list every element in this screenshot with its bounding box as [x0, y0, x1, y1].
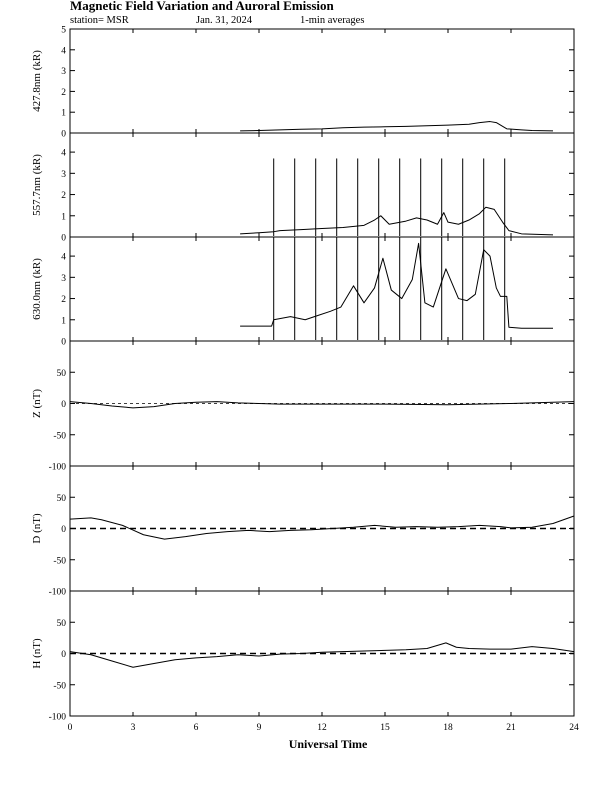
- y-tick-label: -100: [48, 587, 66, 598]
- x-tick-label: 3: [130, 723, 136, 733]
- y-tick-label: 2: [61, 87, 66, 98]
- y-tick-label: 0: [61, 129, 66, 140]
- x-tick-label: 18: [443, 723, 453, 733]
- x-tick-label: 21: [506, 723, 516, 733]
- y-tick-label: 0: [61, 337, 66, 348]
- y-tick-label: 3: [61, 169, 66, 180]
- series-line: [240, 122, 553, 131]
- y-axis-label: 557.7nm (kR): [31, 154, 43, 216]
- y-axis-label: H (nT): [31, 638, 43, 669]
- x-tick-label: 0: [67, 723, 73, 733]
- y-tick-label: 0: [61, 400, 66, 410]
- panel-pZ: [31, 341, 574, 473]
- series-line: [70, 643, 574, 667]
- y-tick-label: 5: [61, 25, 66, 36]
- series-line: [70, 516, 574, 539]
- panel-pD: [31, 466, 574, 598]
- y-tick-label: 50: [56, 618, 66, 629]
- y-axis-label: 630.0nm (kR): [31, 258, 43, 320]
- y-tick-label: 50: [56, 368, 66, 379]
- y-tick-label: -50: [53, 431, 66, 442]
- y-tick-label: 0: [61, 233, 66, 244]
- panel-pH: [31, 591, 574, 723]
- y-tick-label: 50: [56, 493, 66, 504]
- y-tick-label: -50: [53, 556, 66, 567]
- y-axis-label: D (nT): [31, 513, 43, 544]
- y-tick-label: 3: [61, 273, 66, 284]
- series-line: [240, 243, 553, 328]
- y-tick-label: 0: [61, 650, 66, 660]
- series-line: [70, 402, 574, 408]
- y-tick-label: 2: [61, 191, 66, 202]
- y-axis-label: 427.8nm (kR): [31, 50, 43, 112]
- y-tick-label: 3: [61, 67, 66, 78]
- panel-p5577: [31, 133, 574, 244]
- y-tick-label: -100: [48, 462, 66, 473]
- y-tick-label: -50: [53, 681, 66, 692]
- y-tick-label: 1: [61, 316, 66, 327]
- station-label: station= MSR: [70, 15, 129, 26]
- chart-title: Magnetic Field Variation and Auroral Emission: [70, 0, 334, 13]
- x-tick-label: 6: [193, 723, 199, 733]
- y-tick-label: -100: [48, 712, 66, 723]
- averaging-label: 1-min averages: [300, 15, 365, 26]
- x-tick-label: 24: [569, 723, 579, 733]
- y-tick-label: 4: [61, 148, 66, 159]
- y-tick-label: 1: [61, 108, 66, 119]
- date-label: Jan. 31, 2024: [196, 15, 252, 26]
- panel-frame: [70, 133, 574, 237]
- panel-p6300: [31, 237, 574, 348]
- x-tick-label: 15: [380, 723, 390, 733]
- x-tick-label: 12: [317, 723, 327, 733]
- y-tick-label: 0: [61, 525, 66, 535]
- y-tick-label: 4: [61, 252, 66, 263]
- y-tick-label: 1: [61, 212, 66, 223]
- y-tick-label: 4: [61, 46, 66, 57]
- x-axis-label: Universal Time: [288, 737, 368, 751]
- series-line: [240, 207, 553, 235]
- y-tick-label: 2: [61, 295, 66, 306]
- x-tick-label: 9: [256, 723, 262, 733]
- panel-frame: [70, 237, 574, 341]
- y-axis-label: Z (nT): [31, 388, 43, 419]
- panel-p4278: [31, 26, 574, 140]
- panel-frame: [70, 29, 574, 133]
